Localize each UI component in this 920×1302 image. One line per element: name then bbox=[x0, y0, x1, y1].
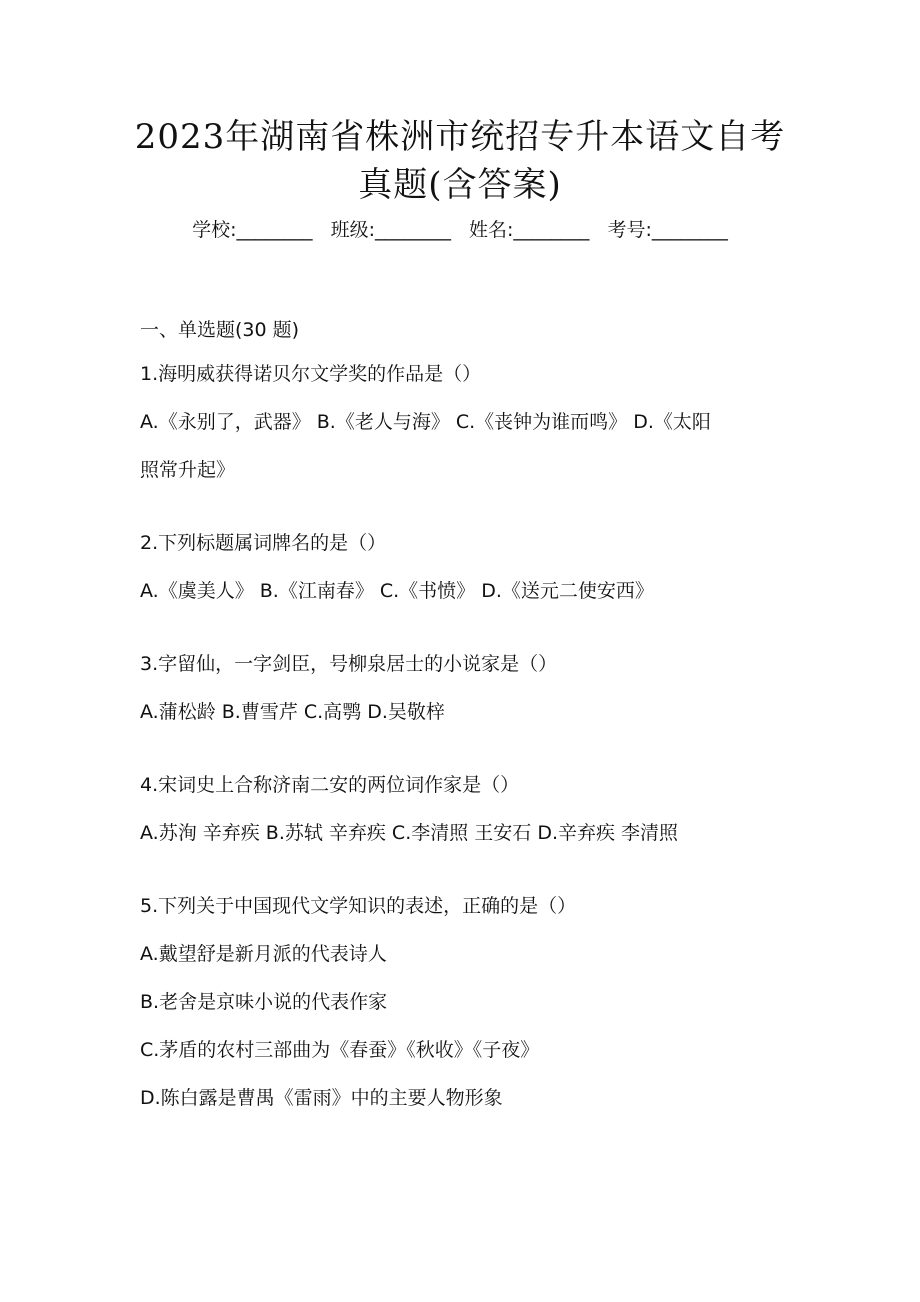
question-4-options: A.苏洵 辛弃疾 B.苏轼 辛弃疾 C.李清照 王安石 D.辛弃疾 李清照 bbox=[140, 822, 679, 844]
question-2-stem: 2.下列标题属词牌名的是（） bbox=[140, 532, 387, 554]
question-1-options: A.《永别了，武器》 B.《老人与海》 C.《丧钟为谁而鸣》 D.《太阳 bbox=[140, 411, 711, 433]
student-info-row bbox=[0, 216, 920, 244]
question-1-options-cont: 照常升起》 bbox=[140, 459, 236, 481]
question-2-options: A.《虞美人》 B.《江南春》 C.《书愤》 D.《送元二使安西》 bbox=[140, 580, 654, 602]
question-1-stem: 1.海明威获得诺贝尔文学奖的作品是（） bbox=[140, 363, 482, 385]
question-5-option-d: D.陈白露是曹禺《雷雨》中的主要人物形象 bbox=[140, 1087, 503, 1109]
question-5-option-b: B.老舍是京味小说的代表作家 bbox=[140, 991, 388, 1013]
name-field: 姓名:________ bbox=[469, 219, 590, 241]
exam-title-line2: 真题(含答案) bbox=[358, 165, 562, 205]
question-5-option-c: C.茅盾的农村三部曲为《春蚕》《秋收》《子夜》 bbox=[140, 1039, 540, 1061]
class-field: 班级:________ bbox=[330, 219, 451, 241]
question-5-stem: 5.下列关于中国现代文学知识的表述，正确的是（） bbox=[140, 895, 577, 917]
question-3-options: A.蒲松龄 B.曹雪芹 C.高鹗 D.吴敬梓 bbox=[140, 701, 445, 723]
question-4-stem: 4.宋词史上合称济南二安的两位词作家是（） bbox=[140, 774, 520, 796]
section-header: 一、单选题(30 题) bbox=[140, 319, 300, 341]
exam-title-line1: 2023年湖南省株洲市统招专升本语文自考 bbox=[134, 117, 786, 157]
exam-number-field: 考号:________ bbox=[607, 219, 728, 241]
question-3-stem: 3.字留仙，一字剑臣，号柳泉居士的小说家是（） bbox=[140, 653, 558, 675]
question-5-option-a: A.戴望舒是新月派的代表诗人 bbox=[140, 943, 387, 965]
school-field: 学校:________ bbox=[192, 219, 313, 241]
